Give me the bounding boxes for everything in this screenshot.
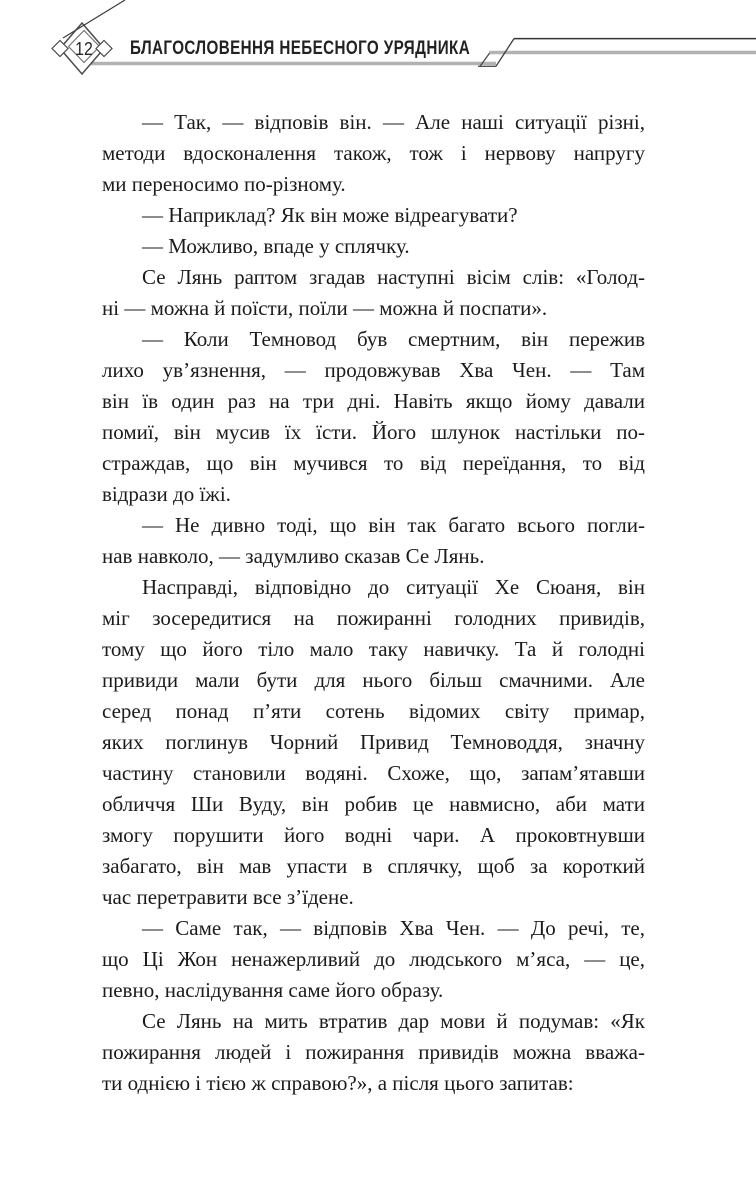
text-line: страждав, що він мучився то від переїдання, то від [102, 451, 645, 475]
text-line: ні — можна й поїсти, поїли — можна й поспати». [102, 296, 548, 320]
text-line: час перетравити все з’їдене. [102, 885, 354, 909]
text-line: нав навколо, — задумливо сказав Се Лянь. [102, 544, 485, 568]
text-line: Се Лянь раптом згадав наступні вісім слів: «Голод- [142, 265, 645, 289]
book-title: БЛАГОСЛОВЕННЯ НЕБЕСНОГО УРЯДНИКА [130, 38, 471, 59]
text-line: — Можливо, впаде у сплячку. [142, 234, 410, 258]
header-diagonal-line [63, 0, 125, 38]
text-line: він їв один раз на три дні. Навіть якщо йому давали [102, 389, 645, 413]
text-line: помиї, він мусив їх їсти. Його шлунок настільки по- [102, 420, 645, 444]
text-line: Се Лянь на мить втратив дар мови й подумав: «Як [142, 1009, 645, 1033]
text-line: яких поглинув Чорний Привид Темноводдя, значну [102, 730, 645, 754]
text-line: ми переносимо по-різному. [102, 172, 346, 196]
text-line: що Ці Жон ненажерливий до людського м’яса, — це, [102, 947, 645, 971]
body-text [102, 107, 645, 1099]
text-line: — Не дивно тоді, що він так багато всього погли- [142, 513, 645, 537]
text-line: ти однією і тією ж справою?», а після цього запитав: [102, 1071, 574, 1095]
text-line: забагато, він мав упасти в сплячку, щоб за короткий [102, 854, 645, 878]
text-line: — Саме так, — відповів Хва Чен. — До речі, те, [142, 916, 645, 940]
text-line: лихо ув’язнення, — продовжував Хва Чен. — Там [102, 358, 645, 382]
text-line: привиди мали бути для нього більш смачними. Але [102, 668, 645, 692]
text-line: — Так, — відповів він. — Але наші ситуації різні, [142, 110, 645, 134]
text-line: пожирання людей і пожирання привидів можна вважа- [102, 1040, 645, 1064]
text-line: методи вдосконалення також, тож і нервову напругу [102, 141, 645, 165]
text-line: тому що його тіло мало таку навичку. Та й голодні [102, 637, 645, 661]
text-line: частину становили водяні. Схоже, що, запам’ятавши [102, 761, 645, 785]
text-line: обличчя Ши Вуду, він робив це навмисно, аби мати [102, 792, 645, 816]
text-line: — Наприклад? Як він може відреагувати? [142, 203, 518, 227]
text-line: Насправді, відповідно до ситуації Хе Сюаня, він [142, 575, 645, 599]
text-line: міг зосередитися на пожиранні голодних привидів, [102, 606, 645, 630]
text-line: відрази до їжі. [102, 482, 231, 506]
page-number: 12 [75, 38, 93, 59]
text-line: — Коли Темновод був смертним, він пережив [142, 327, 645, 351]
text-line: змогу порушити його водні чари. А проковтнувши [102, 823, 645, 847]
text-line: серед понад п’яти сотень відомих світу примар, [102, 699, 645, 723]
text-line: певно, наслідування саме його образу. [102, 978, 444, 1002]
